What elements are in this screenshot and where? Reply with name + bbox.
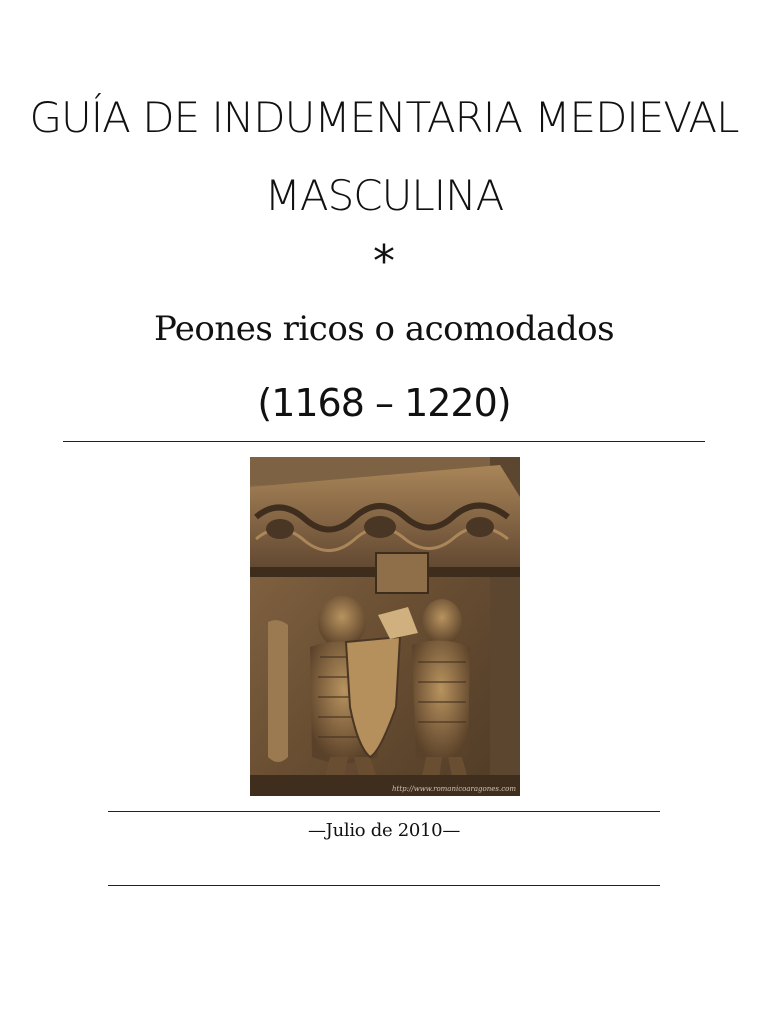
capital-carving-photo — [250, 457, 520, 796]
asterisk-separator: * — [373, 236, 395, 287]
document-title-line-2: MASCULINA — [264, 171, 504, 220]
date-range: (1168 – 1220) — [257, 381, 511, 425]
horizontal-rule-bottom — [108, 885, 660, 886]
photo-watermark: http://www.romanicoaragones.com — [392, 785, 516, 793]
document-subtitle: Peones ricos o acomodados — [153, 309, 615, 349]
document-date: —Julio de 2010— — [307, 820, 461, 841]
horizontal-rule-top — [63, 441, 705, 442]
stone-carving-illustration — [250, 457, 520, 796]
document-title-line-1: GUÍA DE INDUMENTARIA MEDIEVAL — [29, 93, 739, 142]
horizontal-rule-middle — [108, 811, 660, 812]
